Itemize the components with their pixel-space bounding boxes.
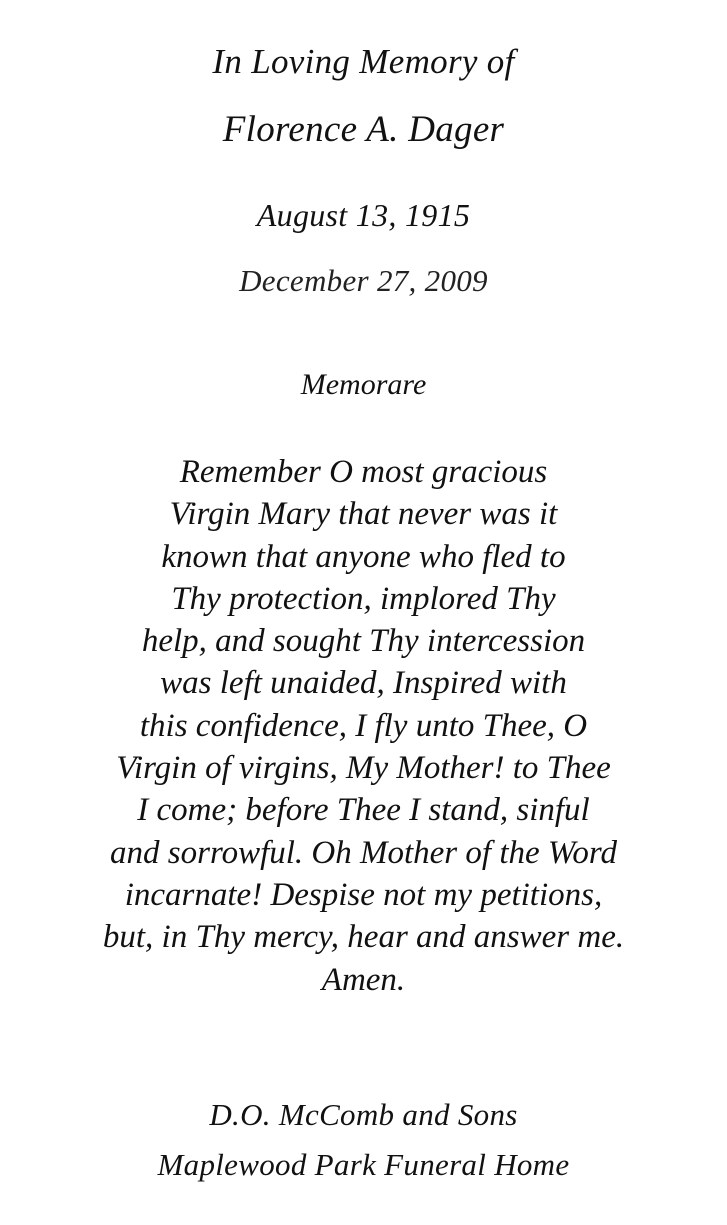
memorial-heading: In Loving Memory of [212,42,515,81]
funeral-home-owner: D.O. McComb and Sons [209,1097,518,1132]
prayer-line: Remember O most gracious [179,454,548,490]
prayer-text [0,451,727,1001]
prayer-line: incarnate! Despise not my petitions, [124,876,603,913]
prayer-line: I come; before Thee I stand, sinful [137,792,590,829]
prayer-line: was left unaided, Inspired with [160,665,567,702]
prayer-title: Memorare [300,368,427,401]
prayer-line: Amen. [321,961,406,998]
prayer-line: help, and sought Thy intercession [141,623,586,660]
prayer-line: Thy protection, implored Thy [171,580,556,617]
prayer-line: and sorrowful. Oh Mother of the Word [110,834,617,871]
deceased-name: Florence A. Dager [222,109,505,150]
prayer-line: this confidence, I fly unto Thee, O [139,707,588,744]
prayer-line: Virgin Mary that never was it [169,496,558,533]
birth-date: August 13, 1915 [256,197,471,233]
prayer-line: Virgin of virgins, My Mother! to Thee [116,750,611,787]
death-date: December 27, 2009 [239,263,488,298]
prayer-line: but, in Thy mercy, hear and answer me. [102,919,625,956]
prayer-line: known that anyone who fled to [161,538,566,575]
funeral-home-name: Maplewood Park Funeral Home [157,1147,570,1182]
